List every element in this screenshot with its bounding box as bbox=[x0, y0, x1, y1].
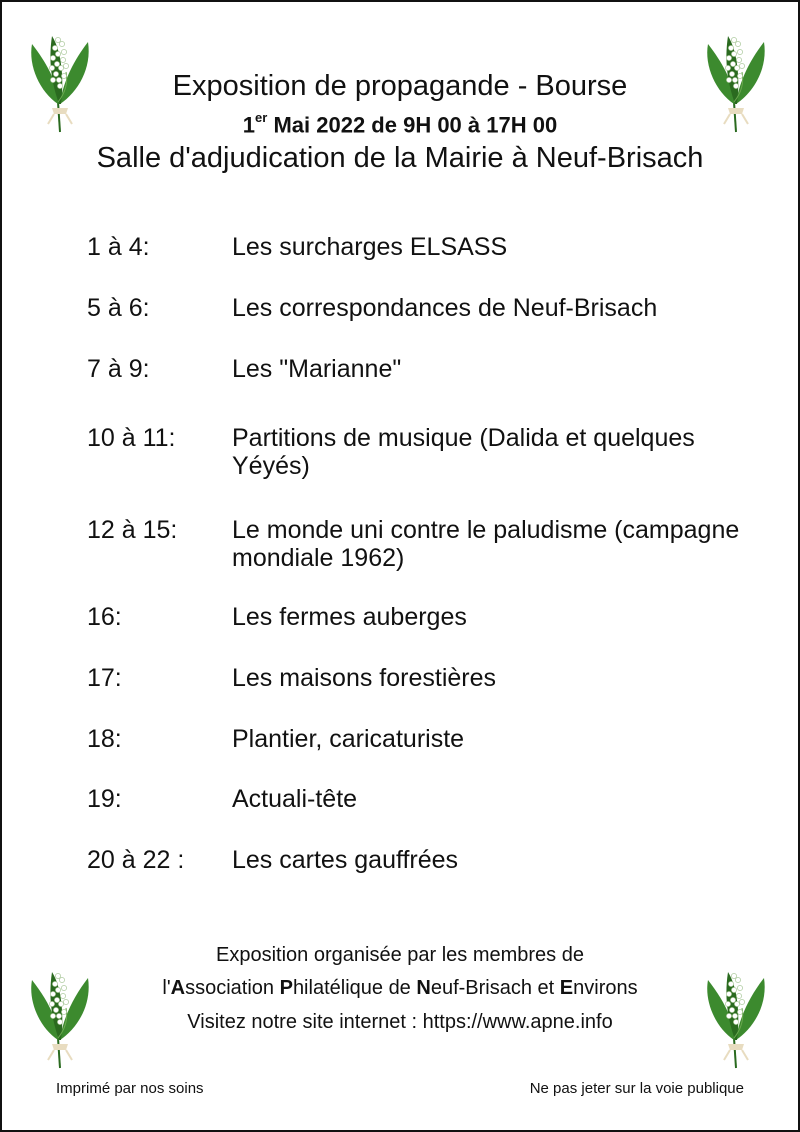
exhibit-title: Les correspondances de Neuf-Brisach bbox=[232, 294, 658, 322]
organizer-line: Exposition organisée par les membres de bbox=[216, 944, 584, 966]
frame-range: 5 à 6: bbox=[87, 294, 150, 322]
association-part: nvirons bbox=[573, 977, 638, 999]
association-part: ssociation bbox=[185, 977, 280, 999]
litter-notice: Ne pas jeter sur la voie publique bbox=[529, 1080, 744, 1097]
association-initial: P bbox=[279, 977, 293, 999]
frame-range: 17: bbox=[87, 664, 122, 692]
exhibit-title: Les "Marianne" bbox=[232, 355, 402, 383]
frame-range: 10 à 11: bbox=[87, 424, 176, 452]
exhibit-title: Les maisons forestières bbox=[232, 664, 497, 692]
association-part: euf-Brisach et bbox=[430, 977, 560, 999]
exhibit-title: Plantier, caricaturiste bbox=[232, 725, 465, 753]
association-part: hilatélique de bbox=[292, 977, 417, 999]
frame-range: 19: bbox=[87, 785, 122, 813]
website-line: Visitez notre site internet : https://www.apne.info bbox=[187, 1011, 613, 1033]
date-time: Mai 2022 de 9H 00 à 17H 00 bbox=[267, 112, 558, 138]
exhibit-title: Actuali-tête bbox=[232, 785, 358, 813]
association-initial: E bbox=[559, 977, 574, 999]
frame-range: 7 à 9: bbox=[87, 355, 150, 383]
exhibit-title: Le monde uni contre le paludisme (campagne mondiale 1962) bbox=[232, 516, 740, 572]
exhibit-title: Partitions de musique (Dalida et quelques Yéyés) bbox=[232, 424, 695, 480]
frame-range: 1 à 4: bbox=[87, 233, 150, 261]
poster-title: Exposition de propagande - Bourse bbox=[172, 70, 628, 102]
event-venue: Salle d'adjudication de la Mairie à Neuf-Brisach bbox=[96, 142, 704, 174]
date-ordinal: er bbox=[255, 110, 268, 125]
exhibit-title: Les cartes gauffrées bbox=[232, 846, 459, 874]
association-initial: N bbox=[416, 977, 431, 999]
exhibit-title: Les surcharges ELSASS bbox=[232, 233, 508, 261]
event-date bbox=[0, 112, 800, 138]
printed-by-note: Imprimé par nos soins bbox=[56, 1080, 204, 1097]
date-day: 1 bbox=[242, 112, 256, 138]
frame-range: 16: bbox=[87, 603, 122, 631]
frame-range: 18: bbox=[87, 725, 122, 753]
frame-range: 12 à 15: bbox=[87, 516, 178, 544]
association-part: l' bbox=[162, 977, 171, 999]
exhibit-title: Les fermes auberges bbox=[232, 603, 467, 631]
frame-range: 20 à 22 : bbox=[87, 846, 185, 874]
association-name bbox=[0, 977, 800, 1000]
association-initial: A bbox=[170, 977, 186, 999]
